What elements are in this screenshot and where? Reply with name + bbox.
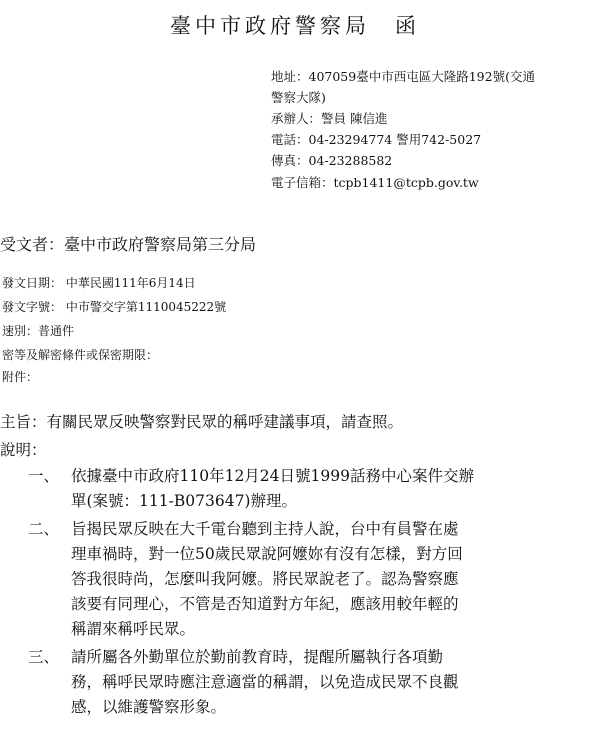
email-address: 電子信箱：tcpb1411@tcpb.gov.tw: [271, 175, 479, 190]
dispatch-date: 發文日期： 中華民國111年6月14日: [2, 276, 196, 290]
document-title: 臺中市政府警察局 函: [170, 14, 420, 38]
item-line: 依據臺中市政府110年12月24日號1999話務中心案件交辦: [71, 467, 474, 485]
item-line: 單(案號：111-B073647)辦理。: [71, 492, 297, 510]
item-body: [71, 517, 581, 642]
subject: 主旨：有關民眾反映警察對民眾的稱呼建議事項，請查照。: [0, 413, 404, 431]
fax-number: 傳真：04-23288582: [271, 153, 393, 168]
item-line: 稱謂來稱呼民眾。: [71, 620, 196, 638]
recipient: 受文者：臺中市政府警察局第三分局: [0, 235, 257, 254]
item-number: 一、: [28, 467, 60, 485]
explanation-label: 說明：: [0, 441, 47, 459]
item-line: 該要有同理心，不管是否知道對方年紀，應該用較年輕的: [71, 595, 459, 613]
attachment: 附件：: [2, 370, 39, 384]
dispatch-number: 發文字號： 中市警交字第1110045222號: [2, 300, 227, 314]
secrecy-level: 密等及解密條件或保密期限：: [2, 348, 159, 362]
item-body: [71, 464, 581, 514]
dispatch-speed: 速別：普通件: [2, 324, 75, 338]
address-line-1: 地址：407059臺中市西屯區大隆路192號(交通: [271, 69, 535, 84]
item-line: 答我很時尚，怎麼叫我阿嬤。將民眾說老了。認為警察應: [71, 570, 459, 588]
item-line: 旨揭民眾反映在大千電台聽到主持人說，台中有員警在處: [71, 520, 459, 538]
item-line: 理車禍時，對一位50歲民眾說阿嬤妳有沒有怎樣，對方回: [71, 545, 463, 563]
item-number: 三、: [28, 648, 60, 666]
item-line: 務，稱呼民眾時應注意適當的稱謂，以免造成民眾不良觀: [71, 673, 459, 691]
item-number: 二、: [28, 520, 60, 538]
phone-number: 電話：04-23294774 警用742-5027: [271, 132, 482, 147]
item-line: 請所屬各外勤單位於勤前教育時，提醒所屬執行各項勤: [71, 648, 444, 666]
address-line-2: 警察大隊): [271, 90, 326, 105]
contact-person: 承辦人：警員 陳信進: [271, 111, 388, 126]
item-line: 感，以維護警察形象。: [71, 698, 227, 716]
item-body: [71, 645, 581, 720]
